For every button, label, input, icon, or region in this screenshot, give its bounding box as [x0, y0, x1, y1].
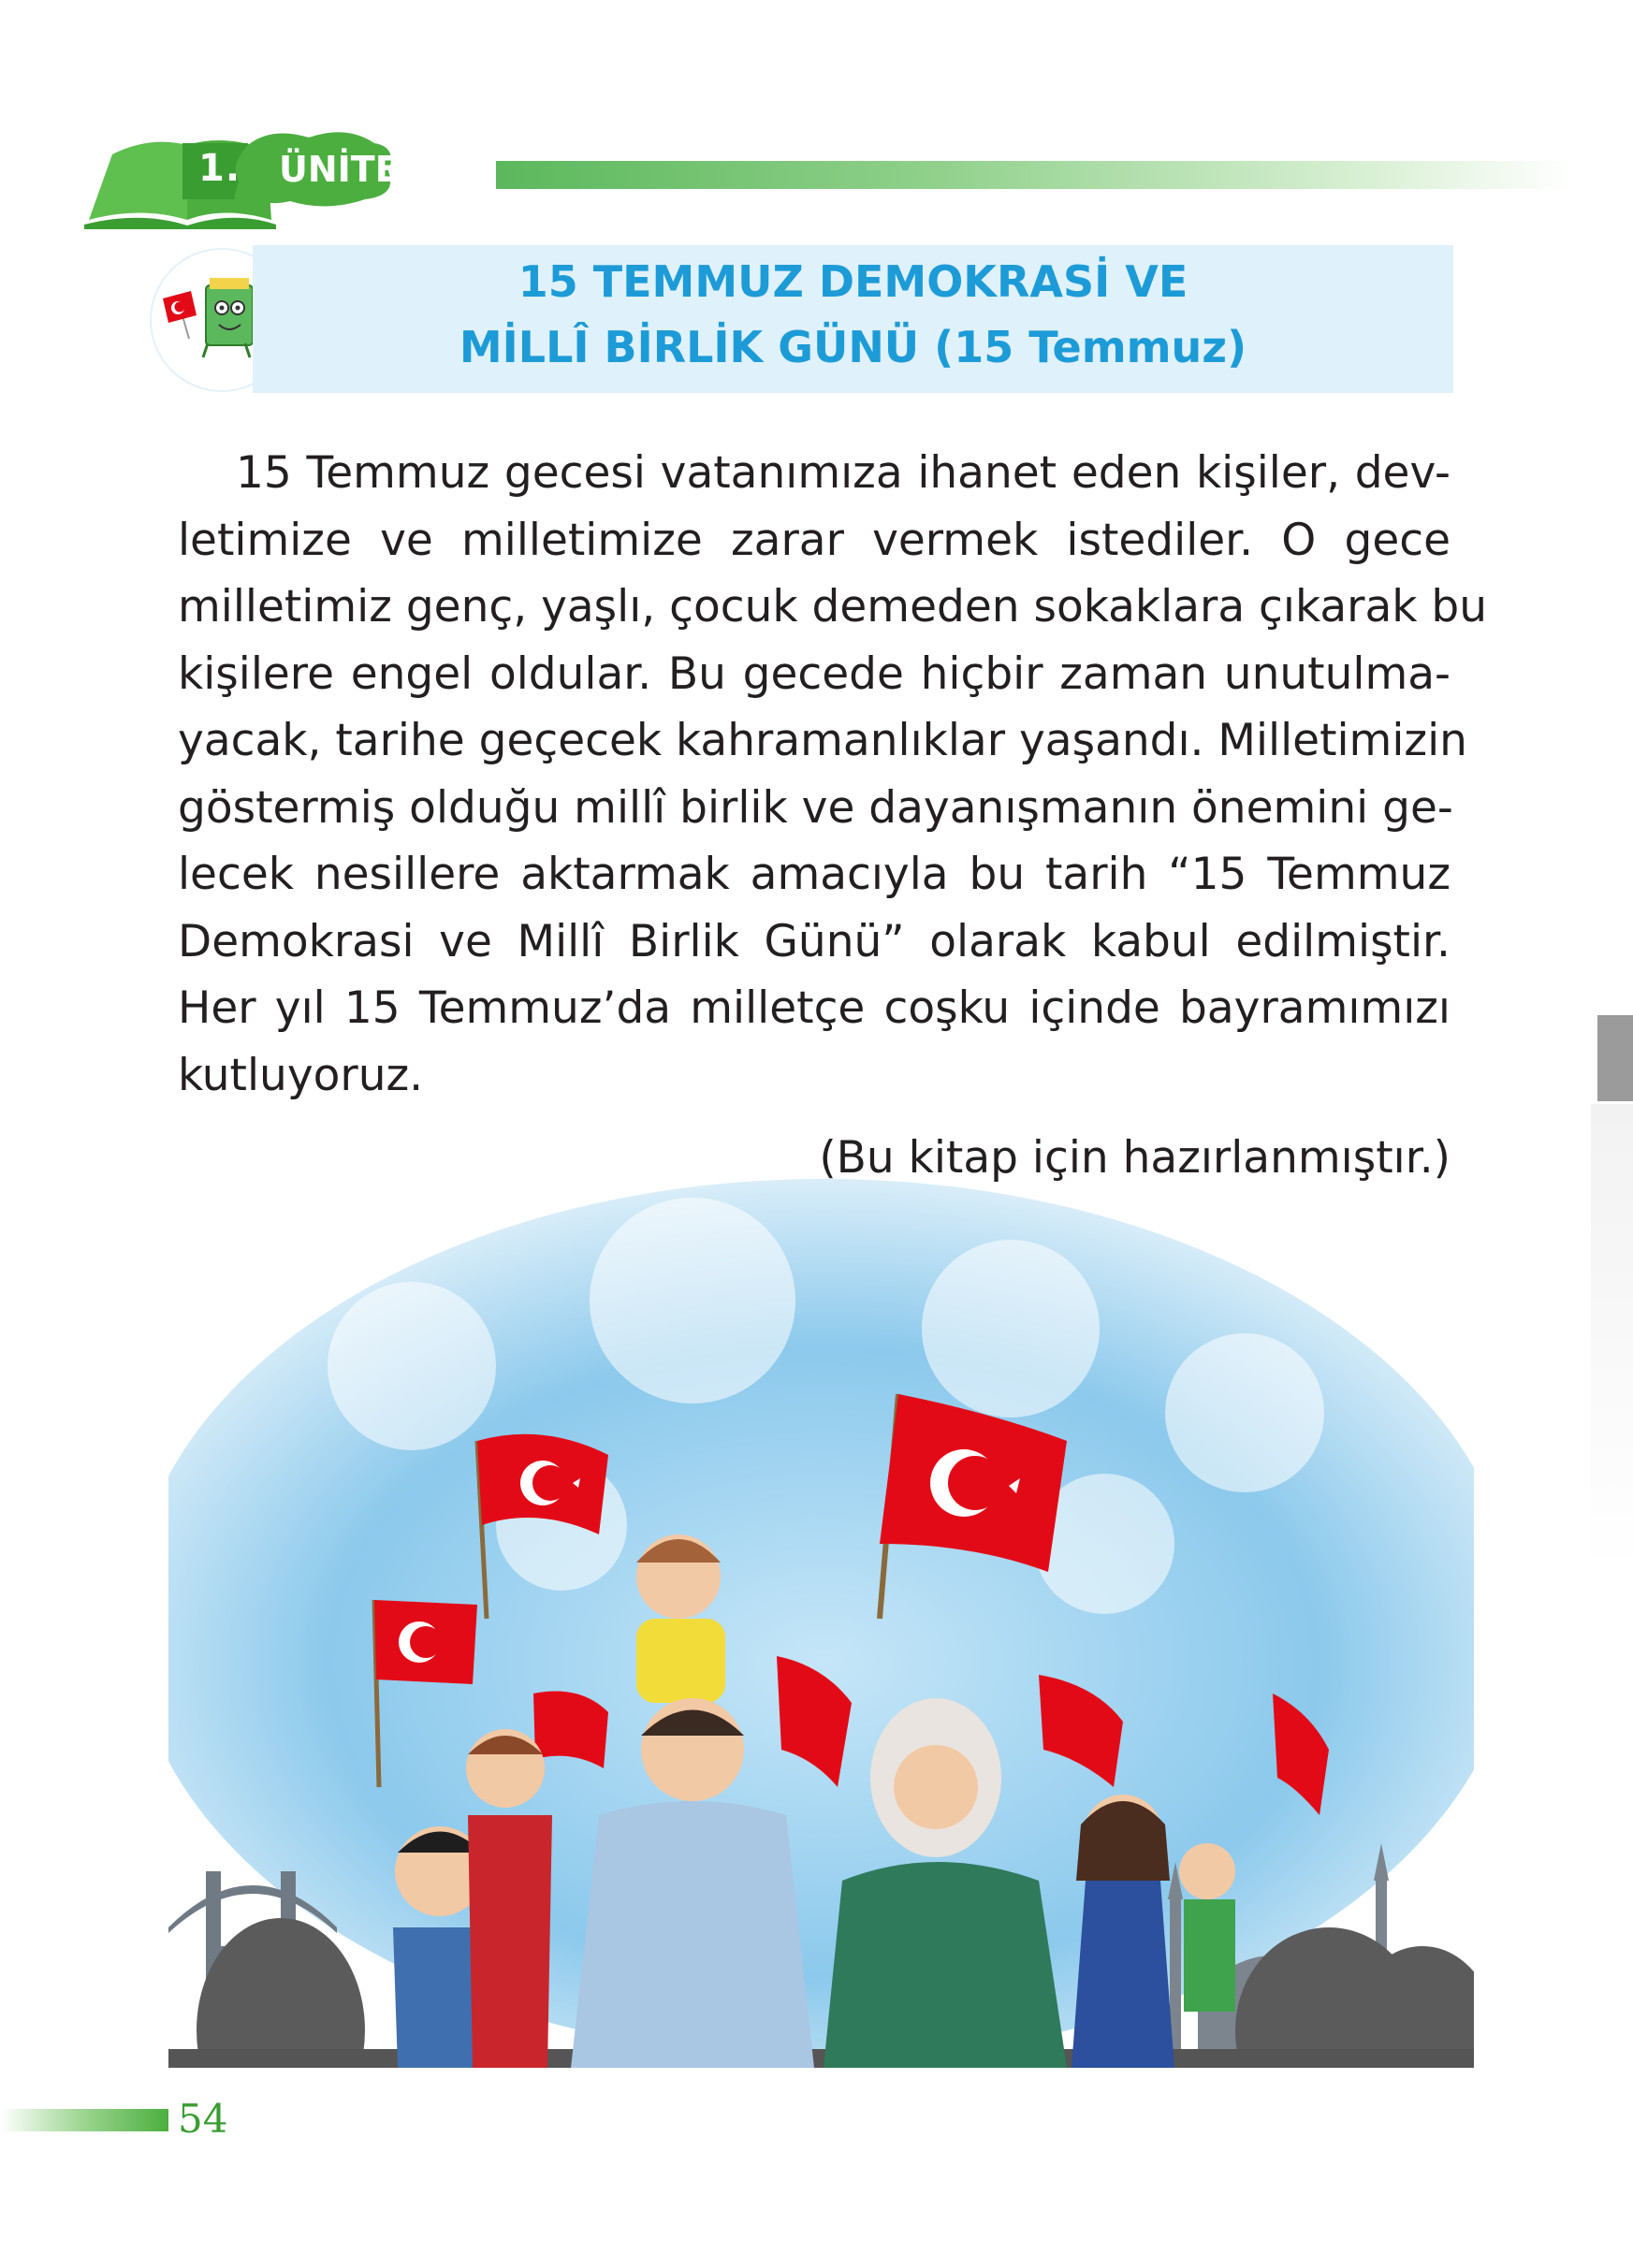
- title-box: [253, 245, 1453, 393]
- footer-bar: [0, 2109, 168, 2131]
- body-line: yacak, tarihe geçecek kahramanlıklar yaşandı. Milletimizin: [178, 715, 1467, 766]
- body-line: letimize ve milletimize zarar vermek istediler. O gece: [178, 514, 1451, 566]
- side-tab: [1597, 1015, 1633, 1101]
- body-line: lecek nesillere aktarmak amacıyla bu tarih “15 Temmuz: [178, 849, 1451, 900]
- body-line: Her yıl 15 Temmuz’da milletçe coşku içinde bayramımızı: [178, 982, 1451, 1034]
- page-title-line-2: MİLLÎ BİRLİK GÜNÜ (15 Temmuz): [459, 322, 1247, 372]
- unit-stripe: [496, 161, 1572, 189]
- body-line: milletimiz genç, yaşlı, çocuk demeden sokaklara çıkarak bu: [178, 581, 1488, 632]
- side-fade: [1591, 1104, 1633, 1572]
- page-number: 54: [178, 2096, 228, 2142]
- book-icon: [84, 126, 459, 229]
- body-line: göstermiş olduğu millî birlik ve dayanışmanın önemini ge-: [178, 781, 1453, 834]
- body-line: kutluyoruz.: [178, 1049, 424, 1101]
- unit-number: 1.: [198, 147, 241, 190]
- celebration-illustration: [168, 1132, 1474, 2068]
- body-line: 15 Temmuz gecesi vatanımıza ihanet eden kişiler, dev-: [236, 447, 1451, 499]
- unit-label: ÜNİTE: [279, 149, 400, 190]
- unit-banner: [84, 126, 1488, 229]
- body-line: Demokrasi ve Millî Birlik Günü” olarak kabul edilmiştir.: [178, 915, 1451, 967]
- body-paragraph: [178, 440, 1488, 1109]
- body-line: kişilere engel oldular. Bu gecede hiçbir zaman unutulma-: [178, 647, 1451, 700]
- page-title-line-1: 15 TEMMUZ DEMOKRASİ VE: [518, 256, 1188, 307]
- source-note: (Bu kitap için hazırlanmıştır.): [819, 1132, 1451, 1184]
